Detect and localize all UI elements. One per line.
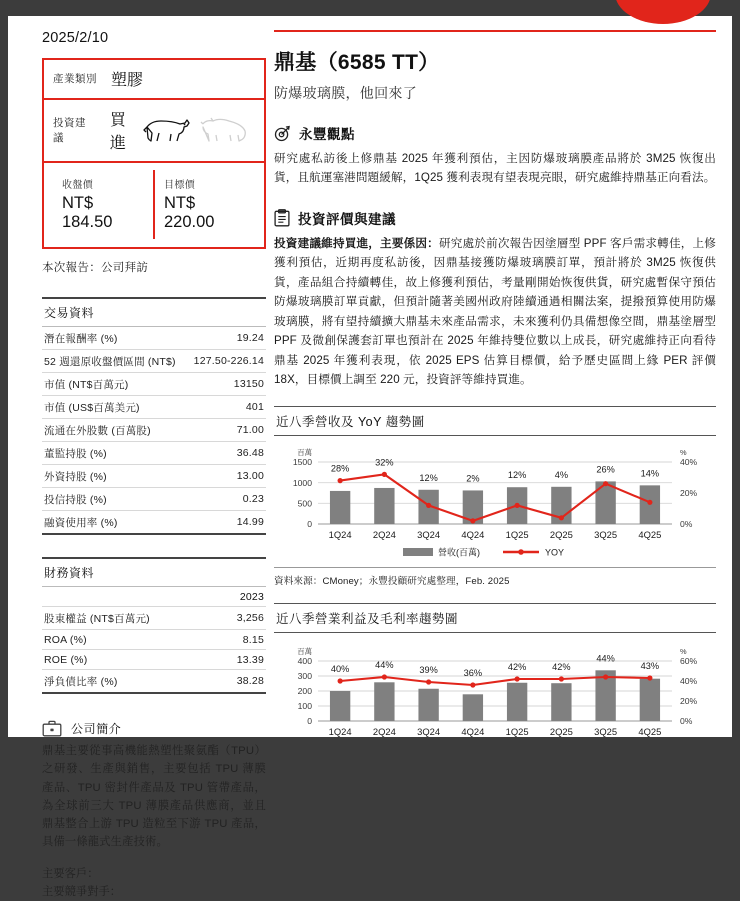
rating-label: 投資建議 (53, 117, 86, 144)
trading-data-table (42, 327, 266, 535)
chart-line-point (647, 675, 652, 680)
revenue-yoy-chart (274, 436, 716, 563)
chart-bar (374, 682, 394, 721)
financial-year-header-row (42, 587, 266, 607)
chart-data-label: 43% (640, 660, 660, 671)
viewpoint-section (274, 123, 716, 188)
chart-source-note: 資料來源：CMoney；永豐投顧研究處整理，Feb. 2025 (274, 567, 716, 587)
close-price-label: 收盤價 (62, 180, 94, 191)
chart-data-label: 26% (596, 464, 615, 475)
x-axis-category-label: 4Q24 (461, 725, 485, 737)
trading-cell-value: 13150 (187, 373, 266, 396)
briefcase-icon (42, 720, 62, 737)
y-axis-tick-left: 1500 (292, 456, 312, 467)
chart-line-point (603, 481, 608, 486)
y-axis-unit-right: % (680, 646, 687, 656)
y-axis-tick-left: 200 (297, 685, 312, 696)
table-row (42, 670, 266, 694)
chart-data-label: 12% (419, 472, 438, 483)
trading-cell-label: 流通在外股數 (百萬股) (42, 419, 187, 442)
chart-data-label: 42% (552, 661, 571, 672)
y-axis-unit-left: 百萬 (297, 646, 312, 656)
x-axis-category-label: 4Q24 (461, 528, 485, 540)
target-price-label: 目標價 (164, 180, 196, 191)
y-axis-unit-right: % (680, 447, 687, 457)
sentiment-icons (141, 114, 255, 146)
x-axis-category-label: 1Q24 (328, 528, 352, 540)
chart-line-point (338, 478, 343, 483)
trading-cell-label: 外資持股 (%) (42, 465, 187, 488)
chart-data-label: 39% (419, 664, 438, 675)
trading-cell-value: 71.00 (187, 419, 266, 442)
chart-line-point (338, 678, 343, 683)
chart-bar (330, 491, 350, 524)
chart-data-label: 44% (596, 652, 615, 663)
chart-data-label: 4% (554, 469, 569, 480)
trading-cell-label: 融資使用率 (%) (42, 511, 187, 535)
financial-data-section (42, 557, 266, 694)
chart-bar (330, 691, 350, 721)
chart-bar (507, 682, 527, 720)
x-axis-category-label: 3Q25 (594, 725, 618, 737)
chart-bar (374, 488, 394, 524)
financial-cell-value: 13.39 (216, 650, 266, 670)
company-profile-section (42, 720, 266, 901)
sector-row (44, 60, 264, 100)
chart-line-point (603, 674, 608, 679)
chart-bar (551, 683, 571, 721)
chart-data-label: 14% (640, 468, 660, 479)
chart-data-label: 2% (466, 473, 480, 484)
financial-cell-label: ROE (%) (42, 650, 216, 670)
x-axis-category-label: 3Q24 (417, 725, 441, 737)
chart-svg (274, 637, 716, 747)
summary-infobox (42, 58, 266, 249)
x-axis-category-label: 2Q24 (372, 725, 396, 737)
table-row (42, 442, 266, 465)
trading-cell-label: 市值 (NT$百萬元) (42, 373, 187, 396)
y-axis-tick-left: 400 (297, 655, 312, 666)
y-axis-tick-right: 0% (680, 518, 693, 529)
y-axis-tick-left: 100 (297, 700, 312, 711)
trading-cell-label: 董監持股 (%) (42, 442, 187, 465)
right-column (274, 30, 716, 747)
x-axis-category-label: 2Q25 (549, 725, 573, 737)
viewpoint-body: 研究處私訪後上修鼎基 2025 年獲利預估，主因防爆玻璃膜產品將於 3M25 恢復出貨，且航運塞港問題緩解，1Q25 獲利表現有望表現亮眼，研究處維持鼎基正向看法。 (274, 152, 716, 185)
trading-cell-value: 127.50-226.14 (187, 350, 266, 373)
x-axis-category-label: 2Q24 (372, 528, 396, 540)
header-red-rule (274, 30, 716, 32)
table-row (42, 650, 266, 670)
financial-year-header: 2023 (216, 587, 266, 607)
recommendation-lead: 投資建議維持買進，主要係因： (274, 236, 439, 250)
y-axis-tick-left: 300 (297, 670, 312, 681)
financial-cell-value: 38.28 (216, 670, 266, 694)
main-competitors-label: 主要競爭對手： (42, 886, 122, 899)
chart-line-point (426, 502, 431, 507)
sector-label: 產業類別 (53, 73, 97, 85)
table-row (42, 419, 266, 442)
chart-line-point (426, 679, 431, 684)
revenue-yoy-chart-block (274, 406, 716, 587)
y-axis-tick-right: 0% (680, 715, 693, 726)
y-axis-tick-right: 40% (680, 456, 698, 467)
clipboard-icon (274, 209, 290, 227)
company-profile-body: 鼎基主要從事高機能熱塑性聚氨酯（TPU）之研發、生產與銷售，主要包括 TPU 薄膜產品、TPU 密封件產品及 TPU 管帶產品，為全球前三大 TPU 薄膜產品供應商，並且鼎基整合上游 TPU 造粒至下游 TPU 產品，具備一條龍式生產技術。 (42, 745, 266, 849)
revenue-yoy-chart-title: 近八季營收及 YoY 趨勢圖 (274, 406, 716, 436)
table-row (42, 465, 266, 488)
trading-data-title: 交易資料 (42, 297, 266, 327)
chart-data-label: 44% (375, 659, 394, 670)
recommendation-body (274, 234, 716, 390)
bear-icon (199, 114, 255, 146)
table-row (42, 327, 266, 350)
target-price-value: NT$ 220.00 (164, 194, 215, 231)
table-row (42, 511, 266, 535)
x-axis-category-label: 4Q25 (638, 725, 662, 737)
table-row (42, 396, 266, 419)
trading-cell-value: 401 (187, 396, 266, 419)
y-axis-tick-left: 500 (297, 498, 312, 509)
viewpoint-title: 永豐觀點 (299, 127, 355, 142)
x-axis-category-label: 2Q25 (549, 528, 573, 540)
x-axis-category-label: 1Q25 (505, 528, 529, 540)
y-axis-unit-left: 百萬 (297, 447, 312, 457)
trading-cell-label: 市值 (US$百萬美元) (42, 396, 187, 419)
target-icon (274, 125, 291, 142)
x-axis-category-label: 1Q24 (328, 725, 352, 737)
opincome-margin-chart (274, 633, 716, 747)
table-row (42, 488, 266, 511)
y-axis-tick-left: 1000 (292, 477, 312, 488)
chart-line-point (470, 682, 475, 687)
chart-bar (640, 678, 660, 720)
financial-data-title: 財務資料 (42, 557, 266, 587)
main-customers-label: 主要客戶： (42, 867, 99, 880)
trading-cell-value: 14.99 (187, 511, 266, 535)
left-column (42, 30, 266, 901)
chart-bar (463, 694, 483, 721)
trading-cell-value: 0.23 (187, 488, 266, 511)
page-title: 鼎基（6585 TT） (274, 51, 440, 74)
report-date: 2025/2/10 (42, 30, 109, 46)
recommendation-section (274, 208, 716, 390)
table-row (42, 607, 266, 630)
target-price-cell (155, 170, 255, 239)
trading-cell-label: 52 週還原收盤價區間 (NT$) (42, 350, 187, 373)
trading-cell-value: 19.24 (187, 327, 266, 350)
y-axis-tick-left: 0 (307, 518, 312, 529)
y-axis-tick-right: 20% (680, 487, 698, 498)
chart-line-point (559, 515, 564, 520)
sector-value: 塑膠 (111, 72, 144, 89)
report-page (8, 8, 732, 899)
trading-cell-label: 潛在報酬率 (%) (42, 327, 187, 350)
price-row (44, 163, 264, 247)
legend-label-bar: 營收(百萬) (438, 547, 480, 558)
trading-data-section (42, 297, 266, 535)
y-axis-tick-left: 0 (307, 715, 312, 726)
financial-cell-label: 股東權益 (NT$百萬元) (42, 607, 216, 630)
report-type-line: 本次報告：公司拜訪 (42, 262, 149, 274)
chart-data-label: 32% (375, 457, 394, 468)
opincome-margin-chart-block (274, 603, 716, 747)
chart-svg (274, 440, 716, 563)
legend-label-line: YOY (545, 547, 565, 558)
x-axis-category-label: 1Q25 (505, 725, 529, 737)
x-axis-category-label: 3Q24 (417, 528, 441, 540)
chart-line-point (470, 518, 475, 523)
close-price-value: NT$ 184.50 (62, 194, 113, 231)
y-axis-tick-right: 40% (680, 675, 698, 686)
trading-cell-value: 13.00 (187, 465, 266, 488)
table-row (42, 350, 266, 373)
spacer-cell (42, 587, 216, 607)
table-row (42, 373, 266, 396)
chart-data-label: 42% (507, 661, 527, 672)
chart-legend (403, 546, 564, 557)
opincome-margin-chart-title: 近八季營業利益及毛利率趨勢圖 (274, 603, 716, 633)
chart-line-point (559, 676, 564, 681)
chart-line-point (647, 499, 652, 504)
report-tagline: 防爆玻璃膜，他回來了 (274, 85, 417, 101)
chart-line-point (515, 502, 520, 507)
recommendation-text: 研究處於前次報告因塗層型 PPF 客戶需求轉佳，上修獲利預估，近期再度私訪後，因鼎基接獲防爆玻璃膜訂單，預計將於 3M25 恢復供貨，產品組合持續轉佳，故上修獲利預估，考量剛開始恢復供貨，研究處暫保守預估防爆玻璃膜訂單貢獻，但預計隨著美國州政府陸續通過相關法案，提撥預算使用防爆玻璃膜，將有望持續擴大鼎基未來產品需求，未來獲利仍具備想像空間，鼎基塗層型 PPF 及微創保護套訂單也預計在 2025 年維持雙位數以上成長，研究處維持正向看待鼎基 2025 年獲利表現，依 2025 EPS 估算目標價，給予歷史區間上緣 PER 評價 18X，目標價上調至 220 元，投資評等維持買進。 (274, 236, 716, 387)
financial-data-table (42, 587, 266, 694)
recommendation-title: 投資評價與建議 (298, 211, 396, 227)
rating-value: 買進 (109, 112, 126, 152)
bull-icon (141, 114, 197, 146)
chart-line-point (382, 471, 387, 476)
financial-cell-value: 3,256 (216, 607, 266, 630)
financial-cell-label: 淨負債比率 (%) (42, 670, 216, 694)
x-axis-category-label: 3Q25 (594, 528, 618, 540)
financial-cell-value: 8.15 (216, 630, 266, 650)
trading-cell-value: 36.48 (187, 442, 266, 465)
chart-data-label: 12% (507, 469, 527, 480)
chart-data-label: 28% (330, 463, 350, 474)
chart-bar (418, 688, 438, 720)
rating-row (44, 100, 264, 163)
close-price-cell (53, 170, 155, 239)
chart-data-label: 36% (463, 667, 483, 678)
x-axis-category-label: 4Q25 (638, 528, 662, 540)
chart-data-label: 40% (330, 663, 350, 674)
financial-cell-label: ROA (%) (42, 630, 216, 650)
y-axis-tick-right: 60% (680, 655, 698, 666)
table-row (42, 630, 266, 650)
y-axis-tick-right: 20% (680, 695, 698, 706)
chart-line-point (382, 674, 387, 679)
chart-line-point (515, 676, 520, 681)
trading-cell-label: 投信持股 (%) (42, 488, 187, 511)
company-profile-title: 公司簡介 (71, 722, 122, 736)
